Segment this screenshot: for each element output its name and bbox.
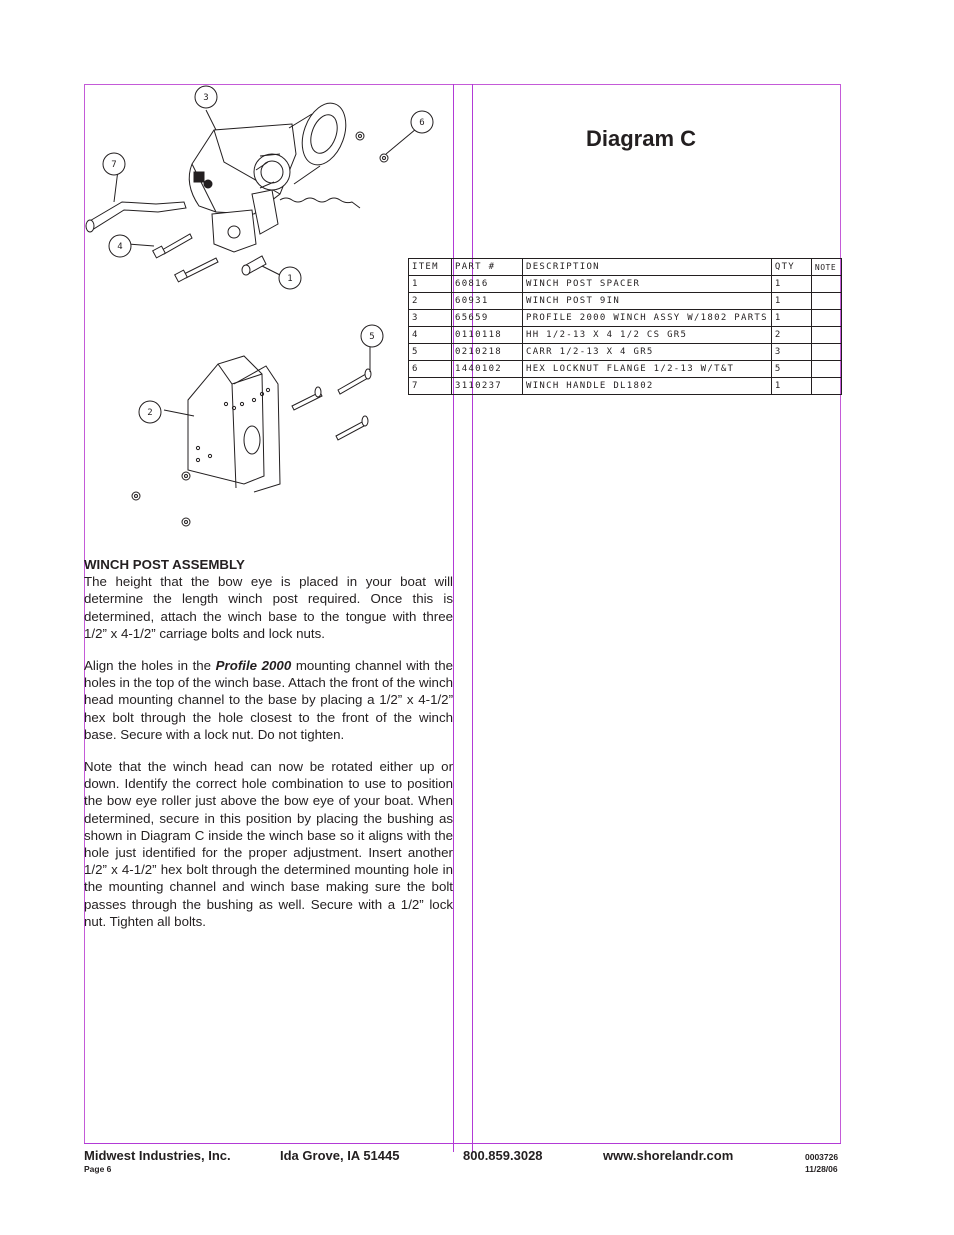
cell-item: 6 [409, 361, 452, 378]
cell-note [811, 276, 841, 293]
guide-line [84, 1143, 841, 1144]
cell-part: 65659 [452, 310, 523, 327]
winch-exploded-diagram [84, 84, 454, 544]
cell-description: WINCH HANDLE DL1802 [523, 378, 772, 395]
cell-qty: 5 [771, 361, 811, 378]
svg-text:5: 5 [369, 332, 375, 342]
cell-description: HH 1/2-13 X 4 1/2 CS GR5 [523, 327, 772, 344]
callout-1 [279, 267, 301, 289]
header-note: NOTE [811, 259, 841, 276]
svg-text:2: 2 [147, 408, 153, 418]
cell-note [811, 293, 841, 310]
callout-6 [411, 111, 433, 133]
winch-handle-drawing [86, 202, 186, 232]
table-row [409, 276, 842, 293]
cell-part: 60931 [452, 293, 523, 310]
footer-date: 11/28/06 [805, 1164, 838, 1174]
footer-company: Midwest Industries, Inc. [84, 1148, 231, 1163]
cell-description: WINCH POST 9IN [523, 293, 772, 310]
cell-description: CARR 1/2-13 X 4 GR5 [523, 344, 772, 361]
svg-text:7: 7 [111, 160, 117, 170]
parts-table [408, 258, 842, 395]
carriage-bolt-drawing [292, 369, 371, 440]
cell-description: HEX LOCKNUT FLANGE 1/2-13 W/T&T [523, 361, 772, 378]
footer-city: Ida Grove, IA 51445 [280, 1148, 400, 1163]
callout-4 [109, 235, 131, 257]
winch-post-drawing [188, 356, 280, 492]
cell-note [811, 344, 841, 361]
assembly-instructions [84, 556, 453, 945]
table-row [409, 310, 842, 327]
section-heading: WINCH POST ASSEMBLY [84, 557, 245, 572]
diagram-title: Diagram C [586, 126, 697, 151]
footer-phone: 800.859.3028 [463, 1148, 543, 1163]
cell-qty: 1 [771, 378, 811, 395]
product-name: Profile 2000 [215, 658, 292, 674]
cell-qty: 1 [771, 276, 811, 293]
hex-bolt-drawing [153, 234, 218, 282]
cell-qty: 1 [771, 310, 811, 327]
cell-item: 1 [409, 276, 452, 293]
cell-part: 60816 [452, 276, 523, 293]
paragraph: Align the holes in the Profile 2000 mounting channel with the holes in the top of the winch base. Attach the front of the winch head mounting channel to the base by placing a 1/2” x 4-1/2” hex bolt through the hole closest to the front of the winch base. Secure with a lock nut. Do not tighten. [84, 658, 454, 742]
svg-text:6: 6 [419, 118, 425, 128]
svg-text:4: 4 [117, 242, 123, 252]
cell-note [811, 378, 841, 395]
header-item: ITEM [409, 259, 452, 276]
header-description: DESCRIPTION [523, 259, 772, 276]
table-row [409, 361, 842, 378]
paragraph: The height that the bow eye is placed in your boat will determine the length winch post required. Once this is determined, attach the winch base to the tongue with three 1/2” x 4-1/2” carriage bolts and lock nuts. [84, 574, 453, 641]
cell-description: PROFILE 2000 WINCH ASSY W/1802 PARTS [523, 310, 772, 327]
table-header-row [409, 259, 842, 276]
guide-line [472, 84, 473, 1152]
footer-page-number: Page 6 [84, 1164, 112, 1174]
cell-qty: 2 [771, 327, 811, 344]
table-row [409, 378, 842, 395]
cell-part: 0110118 [452, 327, 523, 344]
cell-item: 5 [409, 344, 452, 361]
cell-part: 3110237 [452, 378, 523, 395]
callout-2 [139, 401, 161, 423]
cell-item: 4 [409, 327, 452, 344]
callout-5 [361, 325, 383, 347]
spacer-drawing [242, 256, 266, 275]
cell-description: WINCH POST SPACER [523, 276, 772, 293]
header-part: PART # [452, 259, 523, 276]
paragraph: Note that the winch head can now be rotated either up or down. Identify the correct hole combination to use to position the bow eye roller just above the bow eye of your boat. When determined, secure in this position by placing the bushing as shown in Diagram C inside the winch base so it aligns with the hole just identified for the proper adjustment. Insert another 1/2” x 4-1/2” hex bolt through the determined mounting hole in the mounting channel and winch base making sure the bolt passes through the bushing as well. Secure with a 1/2” lock nut. Tighten all bolts. [84, 759, 453, 929]
footer-doc-number: 0003726 [805, 1152, 839, 1162]
cell-qty: 3 [771, 344, 811, 361]
cell-part: 0210218 [452, 344, 523, 361]
cell-note [811, 327, 841, 344]
header-qty: QTY [771, 259, 811, 276]
cell-qty: 1 [771, 293, 811, 310]
cell-item: 3 [409, 310, 452, 327]
cell-note [811, 310, 841, 327]
table-row [409, 293, 842, 310]
winch-head-drawing [189, 97, 360, 252]
svg-text:3: 3 [203, 93, 209, 103]
footer-website: www.shorelandr.com [603, 1148, 734, 1163]
cell-item: 7 [409, 378, 452, 395]
callout-3 [195, 86, 217, 108]
callout-7 [103, 153, 125, 175]
cell-part: 1440102 [452, 361, 523, 378]
svg-text:1: 1 [287, 274, 293, 284]
cell-item: 2 [409, 293, 452, 310]
table-row [409, 344, 842, 361]
cell-note [811, 361, 841, 378]
table-row [409, 327, 842, 344]
